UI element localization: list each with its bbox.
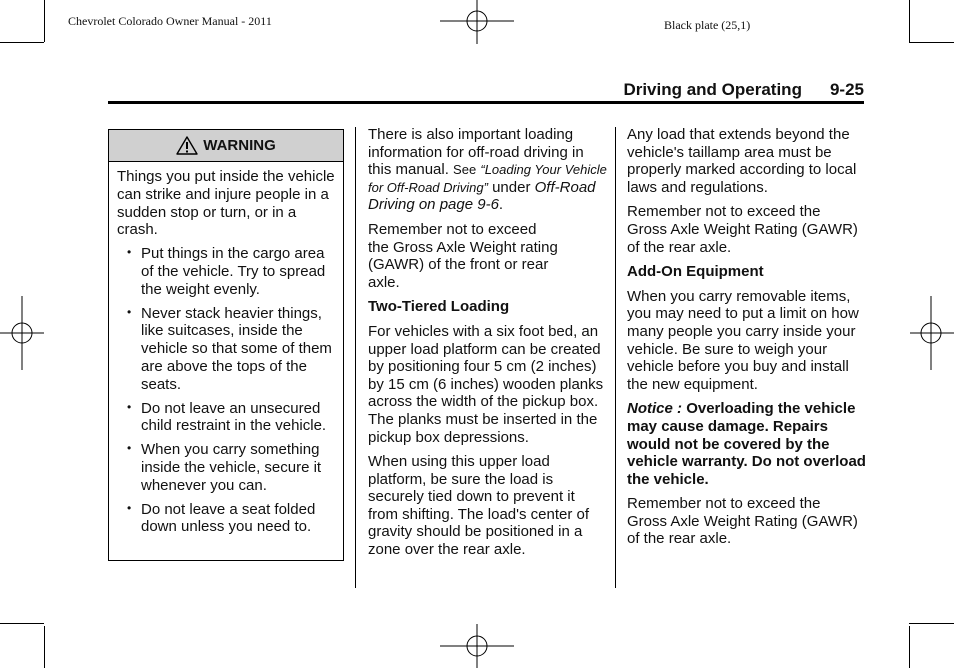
crop-mark-bottom-left-v (44, 626, 45, 668)
warning-box (108, 129, 344, 561)
registration-mark-bottom (440, 624, 514, 668)
crop-mark-top-left-h (0, 42, 44, 43)
column-separator-left (355, 127, 356, 588)
notice-paragraph (627, 400, 867, 488)
running-head-left: Chevrolet Colorado Owner Manual - 2011 (68, 14, 272, 28)
running-head-right: Black plate (25,1) (664, 18, 751, 32)
two-tiered-loading-paragraph: For vehicles with a six foot bed, an upper load platform can be created by positioning four 5 cm (2 inches) by 15 cm (6 inches) wooden planks across the width of the pickup box. The planks must be inserted in the pickup box depressions. (368, 322, 604, 446)
registration-mark-top (440, 0, 514, 44)
crop-mark-bottom-right-h (909, 623, 954, 624)
crop-mark-top-right-h (909, 42, 954, 43)
notice-label: Notice : (627, 400, 683, 418)
crop-mark-bottom-left-h (0, 623, 44, 624)
cross-reference-title: “Loading Your Vehicle for Off-Road Driving” (368, 162, 607, 195)
upper-platform-paragraph: When using this upper load platform, be sure the load is securely tied down to prevent it from shifting. The load's center of gravity should be positioned in a zone over the rear axle. (368, 453, 590, 559)
extended-load-paragraph: Any load that extends beyond the vehicle's taillamp area must be properly marked according to local laws and regulations. (627, 126, 857, 196)
period: . (498, 196, 504, 214)
header-rule (108, 101, 864, 104)
right-column (627, 126, 867, 555)
warning-header (109, 130, 343, 162)
gawr-front-rear-paragraph: Remember not to exceed the Gross Axle Weight rating (GAWR) of the front or rear axle. (368, 220, 558, 291)
column-separator-right (615, 127, 616, 588)
registration-mark-right (910, 296, 954, 370)
warning-bullet: • Put things in the cargo area of the vehicle. Try to spread the weight evenly. (117, 245, 335, 298)
add-on-equipment-paragraph: When you carry removable items, you may need to put a limit on how many people you carry inside your vehicle. Be sure to weigh your vehicle before you buy and install the new equipment. (627, 287, 859, 393)
gawr-rear-paragraph-2: Remember not to exceed the Gross Axle Weight Rating (GAWR) of the rear axle. (627, 495, 858, 548)
warning-intro: Things you put inside the vehicle can strike and injure people in a sudden stop or turn, or in a crash. (117, 168, 335, 239)
warning-bullet-list (117, 245, 335, 536)
under-text: under (492, 178, 531, 196)
notice-text: Overloading the vehicle may cause damage. Repairs would not be covered by the vehicle warranty. Do not overload the vehicle. (627, 400, 866, 488)
gawr-rear-paragraph-1: Remember not to exceed the Gross Axle Weight Rating (GAWR) of the rear axle. (627, 203, 858, 256)
section-header (108, 80, 864, 100)
warning-body (109, 162, 343, 536)
crop-mark-bottom-right-v (909, 626, 910, 668)
add-on-equipment-heading: Add-On Equipment (627, 263, 764, 281)
page-number: 9-25 (829, 80, 864, 99)
two-tiered-loading-heading: Two-Tiered Loading (368, 298, 510, 316)
registration-mark-left (0, 296, 44, 370)
warning-bullet: • When you carry something inside the vehicle, secure it whenever you can. (117, 441, 335, 494)
warning-label: WARNING (203, 137, 276, 154)
warning-bullet: • Do not leave a seat folded down unless you need to. (117, 501, 335, 537)
off-road-loading-text: There is also important loading information for off-road driving in this manual. (368, 126, 584, 179)
see-text: See (453, 162, 477, 178)
page-reference-link[interactable]: Off-Road Driving on page 9-6 (368, 178, 596, 214)
warning-bullet: • Never stack heavier things, like suitcases, inside the vehicle so that some of them are above the tops of the seats. (117, 305, 335, 394)
middle-column (368, 126, 608, 566)
off-road-loading-paragraph (368, 126, 608, 214)
section-title: Driving and Operating (623, 80, 802, 99)
crop-mark-top-right-v (909, 0, 910, 42)
crop-mark-top-left-v (44, 0, 45, 42)
warning-triangle-icon (176, 136, 198, 155)
warning-bullet: • Do not leave an unsecured child restraint in the vehicle. (117, 400, 335, 436)
